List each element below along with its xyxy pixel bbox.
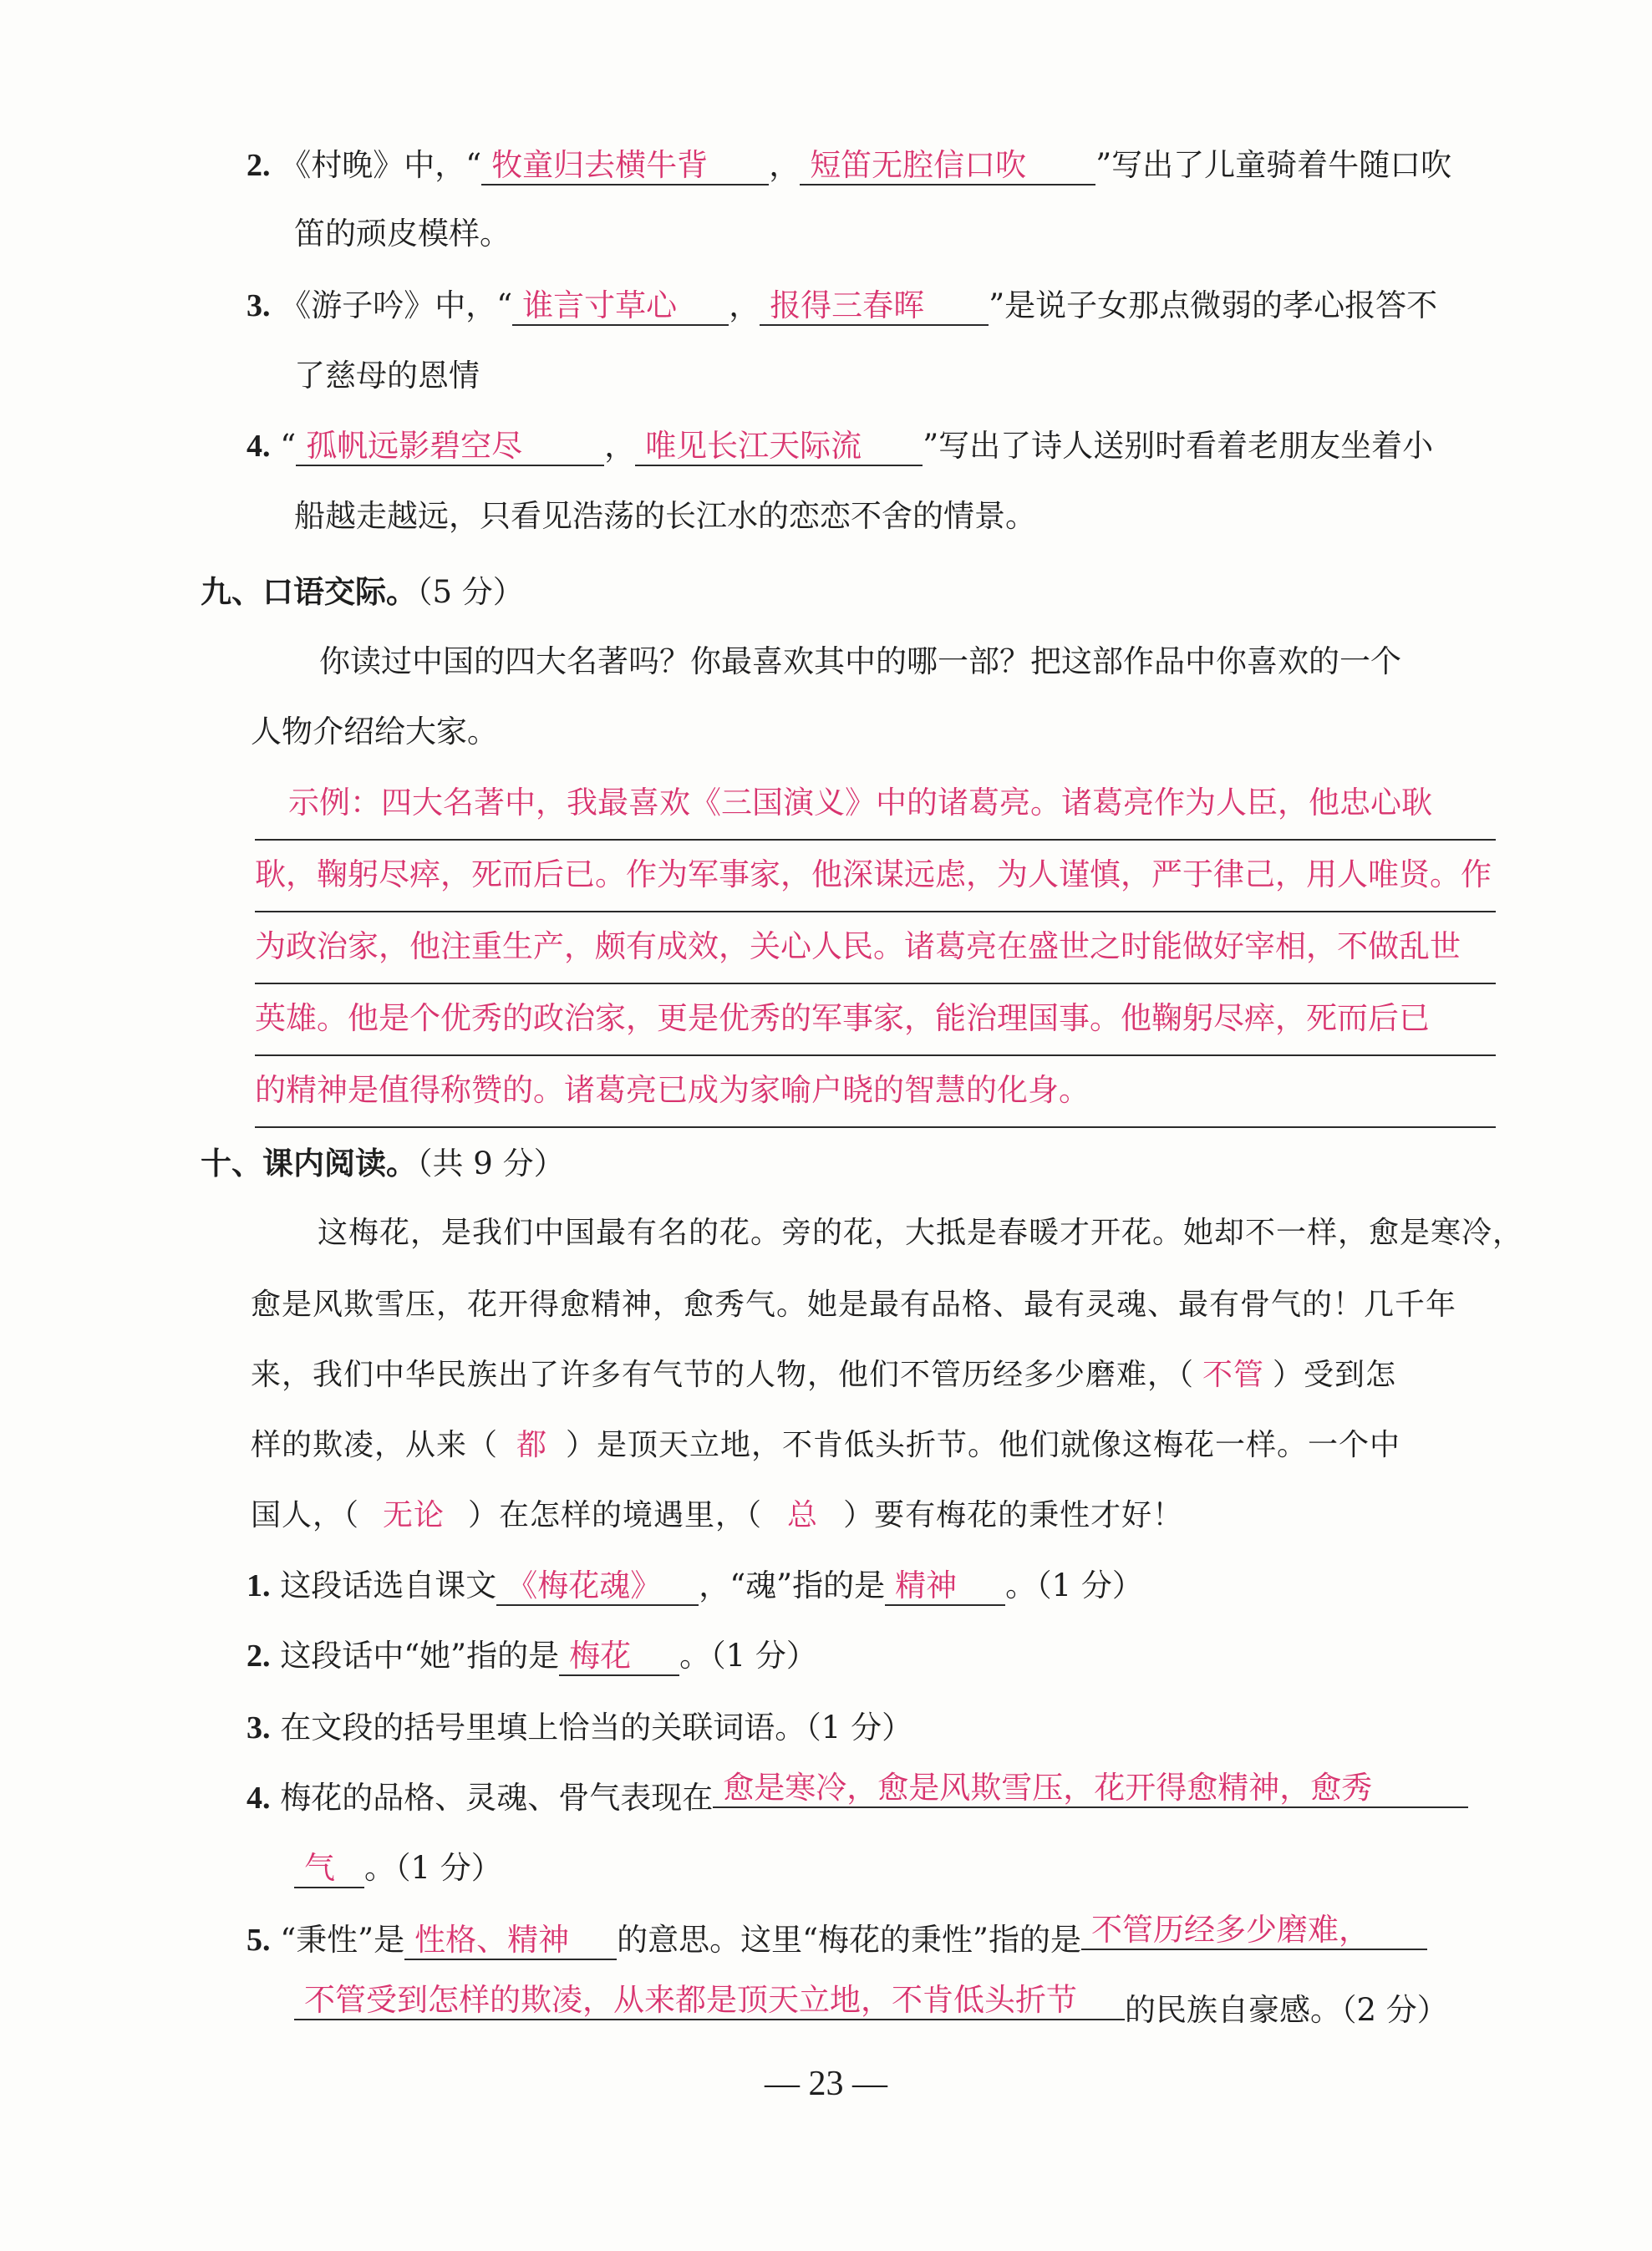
section-score: （5 分） <box>417 574 524 610</box>
passage-line: 国人，（ 无论 ）在怎样的境遇里，（ 总 ）要有梅花的秉性才好！ <box>251 1498 1184 1532</box>
question-8-2: 2. 《村晚》中，“ 牧童归去横牛背 ， 短笛无腔信口吹 ”写出了儿童骑着牛随口吹 <box>247 132 1451 199</box>
question-number: 3. <box>247 288 271 323</box>
question-number: 2. <box>247 148 271 183</box>
question-8-4-cont: 船越走越远，只看见浩荡的长江水的恋恋不舍的情景。 <box>294 498 1036 534</box>
question-8-2-cont: 笛的顽皮模样。 <box>294 216 511 252</box>
answer-line: 的精神是值得称赞的。诸葛亮已成为家喻户晓的智慧的化身。 <box>255 1054 1496 1128</box>
question-10-5: 5. “秉性”是 性格、精神 的意思。这里“梅花的秉性”指的是 不管历经多少磨难， <box>247 1907 1427 1974</box>
answer-blank: 唯见长江天际流 <box>635 429 923 466</box>
question-8-4: 4. “ 孤帆远影碧空尽 ， 唯见长江天际流 ”写出了诗人送别时看着老朋友坐着小 <box>247 413 1433 480</box>
question-10-4-cont: 气 。（1 分） <box>294 1835 502 1902</box>
question-number: 4. <box>247 1781 271 1816</box>
question-10-5-cont: 不管受到怎样的欺凌，从来都是顶天立地，不肯低头折节 的民族自豪感。（2 分） <box>294 1977 1448 2044</box>
answer-blank: 牧童归去横牛背 <box>481 148 769 185</box>
passage-line: 样的欺凌，从来（ 都 ）是顶天立地，不肯低头折节。他们就像这梅花一样。一个中 <box>251 1428 1401 1462</box>
answer-blank: 无论 <box>383 1498 445 1532</box>
answer-blank: 总 <box>787 1498 819 1532</box>
answer-blank: 梅花 <box>559 1639 679 1676</box>
answer-blank: 愈是寒冷，愈是风欺雪压，花开得愈精神，愈秀 <box>713 1771 1468 1808</box>
passage-line: 这梅花，是我们中国最有名的花。旁的花，大抵是春暖才开花。她却不一样，愈是寒冷， <box>318 1216 1524 1250</box>
question-10-1: 1. 这段话选自课文 《梅花魂》 ，“魂”指的是 精神 。（1 分） <box>247 1552 1143 1619</box>
answer-blank: 谁言寸草心 <box>512 288 729 326</box>
question-8-3-cont: 了慈母的恩情 <box>294 358 480 394</box>
answer-blank: 孤帆远影碧空尽 <box>296 429 604 466</box>
passage-line: 愈是风欺雪压，花开得愈精神，愈秀气。她是最有品格、最有灵魂、最有骨气的！几千年 <box>251 1288 1457 1322</box>
question-10-4: 4. 梅花的品格、灵魂、骨气表现在 愈是寒冷，愈是风欺雪压，花开得愈精神，愈秀 <box>247 1765 1468 1832</box>
question-10-3: 3. 在文段的括号里填上恰当的关联词语。（1 分） <box>247 1710 913 1745</box>
question-8-3: 3. 《游子吟》中，“ 谁言寸草心 ， 报得三春晖 ”是说子女那点微弱的孝心报答不 <box>247 272 1437 339</box>
section-9-prompt: 你读过中国的四大名著吗？你最喜欢其中的哪一部？把这部作品中你喜欢的一个 <box>319 643 1401 679</box>
section-score: （共 9 分） <box>417 1146 565 1181</box>
answer-blank: 性格、精神 <box>404 1923 617 1960</box>
answer-blank: 气 <box>294 1851 364 1888</box>
section-title: 十、课内阅读。 <box>201 1145 417 1181</box>
passage-line: 来，我们中华民族出了许多有气节的人物，他们不管历经多少磨难，（ 不管 ）受到怎 <box>251 1358 1397 1392</box>
section-9-heading <box>201 558 524 625</box>
section-9-prompt-cont: 人物介绍给大家。 <box>251 714 498 749</box>
answer-blank: 不管历经多少磨难， <box>1081 1913 1427 1950</box>
section-title: 九、口语交际。 <box>201 573 417 610</box>
answer-blank: 不管受到怎样的欺凌，从来都是顶天立地，不肯低头折节 <box>294 1983 1125 2020</box>
question-number: 4. <box>247 429 271 464</box>
answer-blank: 短笛无腔信口吹 <box>800 148 1095 185</box>
answer-blank: 不管 <box>1202 1358 1265 1392</box>
answer-line: 耿，鞠躬尽瘁，死而后已。作为军事家，他深谋远虑，为人谨慎，严于律己，用人唯贤。作 <box>255 839 1496 912</box>
question-number: 5. <box>247 1923 271 1958</box>
answer-blank: 报得三春晖 <box>760 288 989 326</box>
page-number: — 23 — <box>765 2065 887 2103</box>
answer-line: 为政治家，他注重生产，颇有成效，关心人民。诸葛亮在盛世之时能做好宰相，不做乱世 <box>255 911 1496 984</box>
answer-line: 示例：四大名著中，我最喜欢《三国演义》中的诸葛亮。诸葛亮作为人臣，他忠心耿 <box>255 767 1496 841</box>
question-10-2: 2. 这段话中“她”指的是 梅花 。（1 分） <box>247 1623 817 1690</box>
question-number: 3. <box>247 1710 271 1745</box>
answer-blank: 都 <box>516 1428 548 1462</box>
question-number: 1. <box>247 1568 271 1603</box>
section-10-heading <box>201 1130 565 1197</box>
answer-blank: 《梅花魂》 <box>496 1568 699 1606</box>
answer-blank: 精神 <box>885 1568 1005 1606</box>
answer-line: 英雄。他是个优秀的政治家，更是优秀的军事家，能治理国事。他鞠躬尽瘁，死而后已 <box>255 983 1496 1056</box>
question-number: 2. <box>247 1639 271 1674</box>
